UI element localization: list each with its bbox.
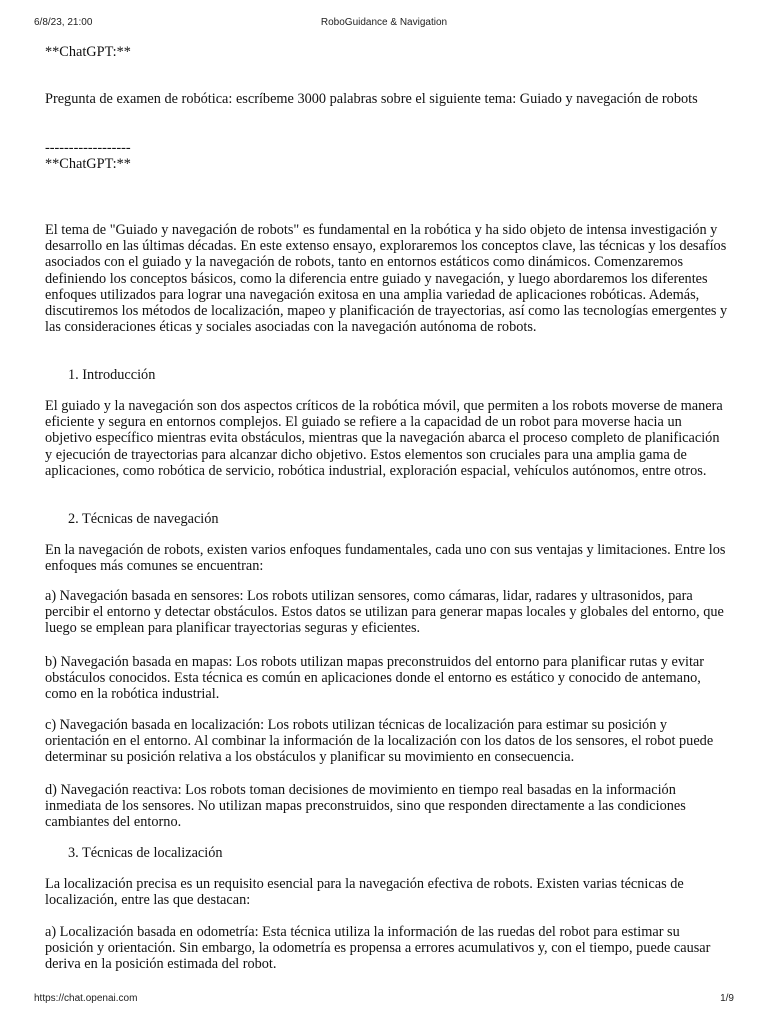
list-item: d) Navegación reactiva: Los robots toman decisiones de movimiento en tiempo real basadas en la información inmediata de los sensores. No utilizan mapas preconstruidos, sino que responden directamente a las condiciones cambiantes del entorno. <box>45 782 690 831</box>
section-2-body <box>45 542 730 574</box>
section-heading-tecnicas-localizacion: 3. Técnicas de localización <box>68 845 223 861</box>
speaker-label-answer: **ChatGPT:** <box>45 156 131 173</box>
document-body <box>45 44 730 60</box>
intro-paragraph: El tema de "Guiado y navegación de robots" es fundamental en la robótica y ha sido objeto de intensa investigación y desarrollo en las últimas décadas. En este extenso ensayo, exploraremos los conceptos clave, las técnicas y los desafíos asociados con el guiado y la navegación de robots, tanto en entornos estáticos como dinámicos. Comenzaremos definiendo los conceptos básicos, como la diferencia entre guiado y navegación, y luego abordaremos los diferentes enfoques utilizados para lograr una navegación exitosa en una amplia variedad de aplicaciones robóticas. Además, discutiremos los métodos de localización, mapeo y planificación de trayectorias, así como las tecnologías emergentes y las consideraciones éticas y sociales asociadas con la navegación autónoma de robots. <box>45 222 731 336</box>
page-number: 1/9 <box>720 993 734 1004</box>
question-text: Pregunta de examen de robótica: escríbeme 3000 palabras sobre el siguiente tema: Guiado y navegación de robots <box>45 91 698 107</box>
separator-block <box>45 140 730 172</box>
list-item-a <box>45 588 730 637</box>
section-3-body <box>45 876 730 908</box>
print-datetime: 6/8/23, 21:00 <box>34 17 93 28</box>
list-item: a) Navegación basada en sensores: Los robots utilizan sensores, como cámaras, lidar, radares y ultrasonidos, para percibir el entorno y detectar obstáculos. Estos datos se utilizan para generar mapas locales y globales del entorno, que luego se emplean para planificar trayectorias seguras y eficientes. <box>45 588 728 637</box>
print-document-title: RoboGuidance & Navigation <box>320 17 448 28</box>
list-item-c <box>45 717 730 766</box>
list-item: b) Navegación basada en mapas: Los robots utilizan mapas preconstruidos del entorno para planificar rutas y evitar obstáculos conocidos. Esta técnica es común en aplicaciones donde el entorno es estático y conocido de antemano, como en la robótica industrial. <box>45 654 708 703</box>
section-1 <box>45 367 730 383</box>
list-item: c) Navegación basada en localización: Los robots utilizan técnicas de localización para estimar su posición y orientación en el entorno. Al combinar la información de la localización con los datos de los sensores, el robot puede determinar su posición relativa a los obstáculos y planificar su movimiento en consecuencia. <box>45 717 717 766</box>
list-item-b <box>45 654 730 703</box>
section-heading-introduccion: 1. Introducción <box>68 367 156 383</box>
answer-block <box>45 222 730 335</box>
section-3-paragraph: La localización precisa es un requisito esencial para la navegación efectiva de robots. Existen varias técnicas de localización, entre las que destacan: <box>45 876 688 909</box>
section-1-body <box>45 398 730 479</box>
list-item: a) Localización basada en odometría: Esta técnica utiliza la información de las ruedas del robot para estimar su posición y orientación. Sin embargo, la odometría es propensa a errores acumulativos y, con el tiempo, puede causar deriva en la posición estimada del robot. <box>45 924 714 973</box>
speaker-label-top: **ChatGPT:** <box>45 44 131 60</box>
section-heading-tecnicas-navegacion: 2. Técnicas de navegación <box>68 511 219 527</box>
print-footer <box>34 993 734 1004</box>
section-2 <box>45 511 730 527</box>
print-url: https://chat.openai.com <box>34 993 138 1004</box>
list-item-d <box>45 782 730 831</box>
loc-list-item-a <box>45 924 730 973</box>
separator-line: ------------------ <box>45 140 131 156</box>
print-header <box>34 17 734 28</box>
section-3 <box>45 845 730 861</box>
section-2-paragraph: En la navegación de robots, existen varios enfoques fundamentales, cada uno con sus ventajas y limitaciones. Entre los enfoques más comunes se encuentran: <box>45 542 730 575</box>
question-block <box>45 91 730 107</box>
section-1-paragraph: El guiado y la navegación son dos aspectos críticos de la robótica móvil, que permiten a los robots moverse de manera eficiente y segura en entornos complejos. El guiado se refiere a la capacidad de un robot para moverse hacia un objetivo específico mientras evita obstáculos, mientras que la navegación abarca el proceso completo de planificación y ejecución de trayectorias para alcanzar dicho objetivo. Estos elementos son cruciales para una amplia gama de aplicaciones, como robótica de servicio, robótica industrial, exploración espacial, vehículos autónomos, entre otros. <box>45 398 727 479</box>
